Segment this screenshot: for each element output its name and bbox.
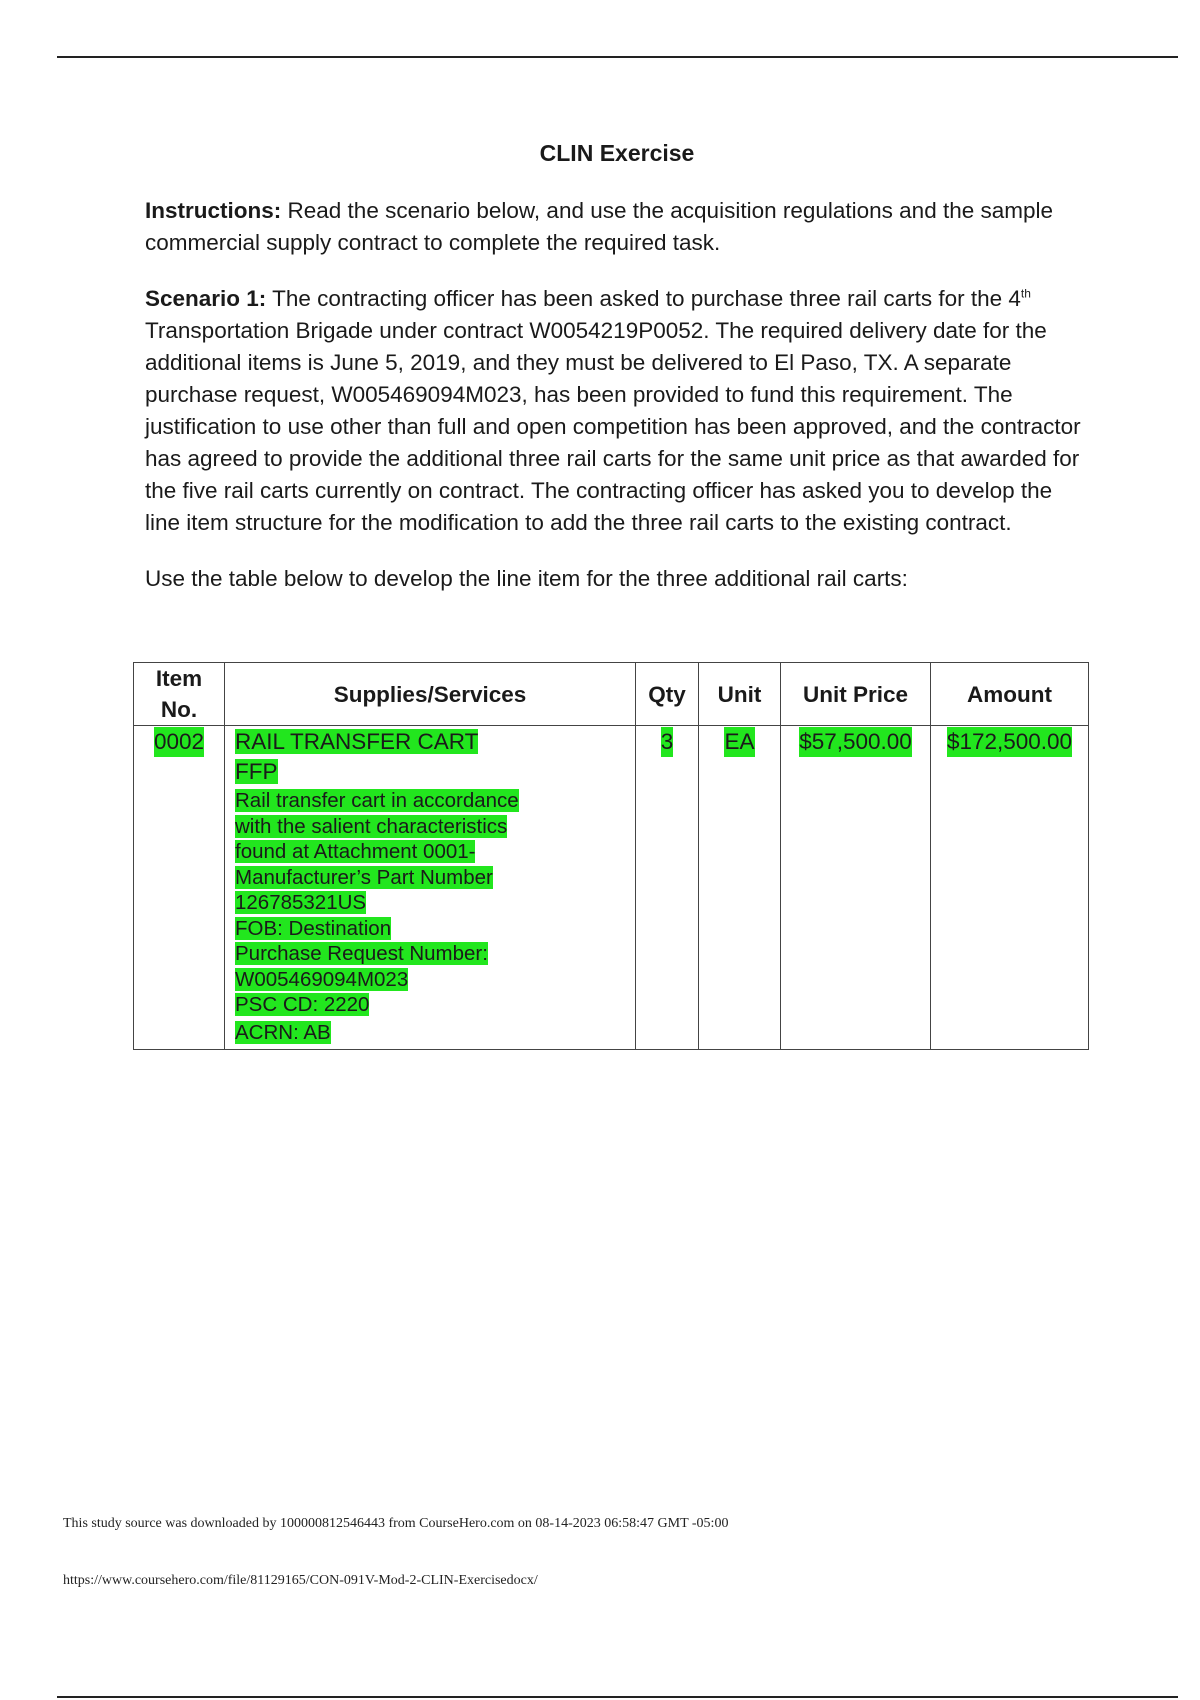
table-intro: Use the table below to develop the line item for the three additional rail carts: — [145, 566, 908, 591]
scenario-text-a: The contracting officer has been asked to purchase three rail carts for the 4 — [266, 286, 1021, 311]
cell-unit: EA — [699, 726, 781, 1050]
clin-table — [133, 662, 1089, 1050]
scenario-paragraph — [145, 283, 1085, 539]
item-acrn: ACRN: AB — [235, 1020, 331, 1044]
top-rule — [57, 56, 1178, 58]
scenario-label: Scenario 1: — [145, 286, 267, 311]
cell-item-no: 0002 — [134, 726, 225, 1050]
header-supplies: Supplies/Services — [225, 663, 636, 726]
item-title: RAIL TRANSFER CART — [235, 729, 479, 754]
document-title: CLIN Exercise — [539, 140, 695, 166]
table-row — [134, 726, 1089, 1050]
document-body — [145, 140, 1085, 619]
cell-amount: $172,500.00 — [931, 726, 1089, 1050]
source-url-link[interactable]: https://www.coursehero.com/file/81129165/CON-091V-Mod-2-CLIN-Exercisedocx/ — [63, 1573, 538, 1588]
header-unit-price: Unit Price — [781, 663, 931, 726]
bottom-rule — [57, 1696, 1178, 1698]
scenario-superscript: th — [1020, 286, 1031, 301]
table-header-row — [134, 663, 1089, 726]
header-qty: Qty — [636, 663, 699, 726]
cell-supplies — [225, 726, 636, 1050]
header-unit: Unit — [699, 663, 781, 726]
item-description: Rail transfer cart in accordance with the salient characteristics found at Attachment 0001- Manufacturer’s Part Number 126785321US FOB: Destination Purchase Request Number: W005469094M023 PSC CD: 2220 — [235, 789, 519, 1016]
item-pricing: FFP — [235, 759, 278, 784]
instructions-paragraph — [145, 195, 1085, 259]
header-amount: Amount — [931, 663, 1089, 726]
cell-unit-price: $57,500.00 — [781, 726, 931, 1050]
instructions-text: Read the scenario below, and use the acquisition regulations and the sample commercial supply contract to complete the required task. — [145, 198, 1054, 255]
header-item-no: Item No. — [134, 663, 225, 726]
cell-qty: 3 — [636, 726, 699, 1050]
download-source-note: This study source was downloaded by 100000812546443 from CourseHero.com on 08-14-2023 06:58:47 GMT -05:00 — [63, 1516, 729, 1531]
scenario-text-b: Transportation Brigade under contract W0054219P0052. The required delivery date for the additional items is June 5, 2019, and they must be delivered to El Paso, TX. A separate purchase request, W005469094M023, has been provided to fund this requirement. The justification to use other than full and open competition has been approved, and the contractor has agreed to provide the additional three rail carts for the same unit price as that awarded for the five rail carts currently on contract. The contracting officer has asked you to develop the line item structure for the modification to add the three rail carts to the existing contract. — [145, 318, 1081, 535]
instructions-label: Instructions: — [145, 198, 282, 223]
